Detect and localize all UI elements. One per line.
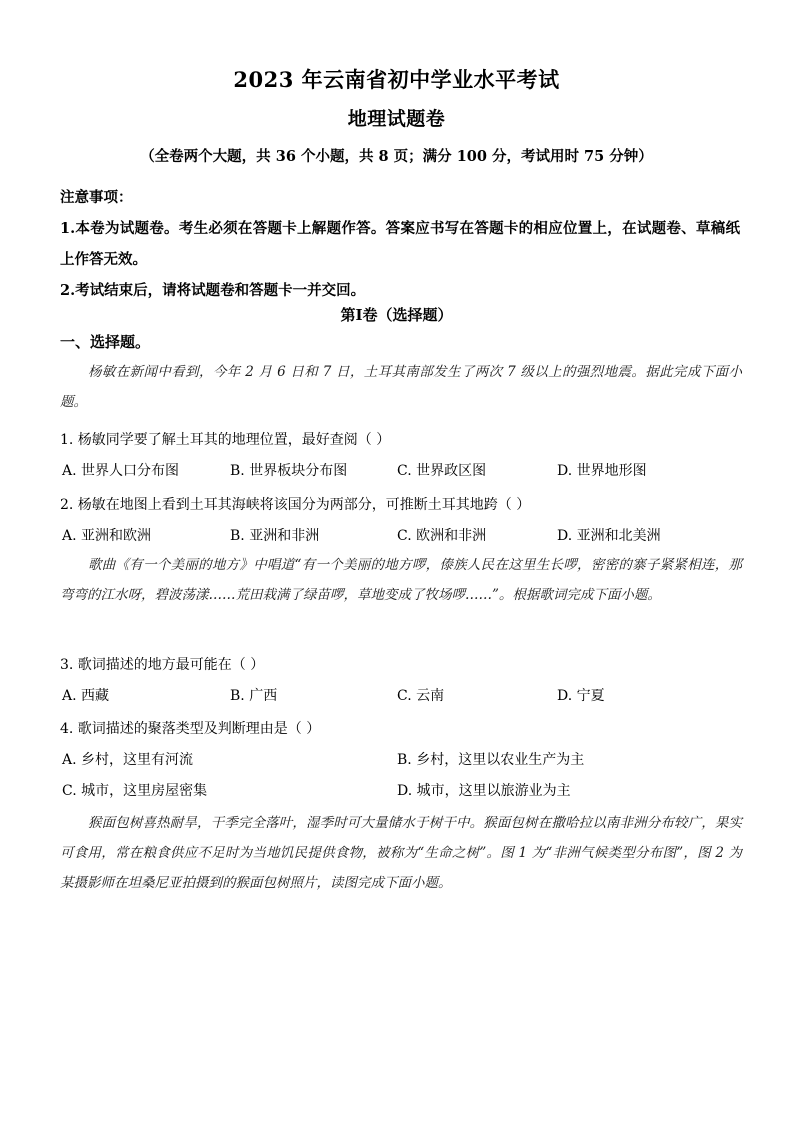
passage-earthquake: 杨敏在新闻中看到，今年 2 月 6 日和 7 日，土耳其南部发生了两次 7 级以上的强烈地震。据此完成下面小题。 xyxy=(60,364,742,410)
page-title: 2023 年云南省初中学业水平考试 xyxy=(233,67,560,92)
question-2-option-d[interactable]: D. 亚洲和北美洲 xyxy=(557,528,661,544)
question-3-option-a[interactable]: A. 西藏 xyxy=(62,688,110,704)
question-4-option-b[interactable]: B. 乡村，这里以农业生产为主 xyxy=(397,752,585,768)
page-subtitle: 地理试题卷 xyxy=(347,108,446,130)
question-3-option-b[interactable]: B. 广西 xyxy=(230,688,278,704)
question-1-option-c[interactable]: C. 世界政区图 xyxy=(397,463,487,479)
question-2-stem: 2. 杨敏在地图上看到土耳其海峡将该国分为两部分，可推断土耳其地跨（ ） xyxy=(60,497,531,513)
section-heading-choice: 一、选择题。 xyxy=(60,333,151,351)
notice-item-1: 1.本卷为试题卷。考生必须在答题卡上解题作答。答案应书写在答题卡的相应位置上，在试题卷、草稿纸上作答无效。 xyxy=(60,220,740,268)
question-1-option-a[interactable]: A. 世界人口分布图 xyxy=(62,463,180,479)
exam-summary-note: （全卷两个大题，共 36 个小题，共 8 页；满分 100 分，考试用时 75 分钟） xyxy=(140,148,653,165)
passage-song: 歌曲《有一个美丽的地方》中唱道“有一个美丽的地方啰，傣族人民在这里生长啰，密密的寨子紧紧相连，那弯弯的江水呀，碧波荡漾……荒田栽满了绿苗啰，草地变成了牧场啰……”。根据歌词完成下面小题。 xyxy=(60,557,742,603)
passage-baobab: 猴面包树喜热耐旱，干季完全落叶，湿季时可大量储水于树干中。猴面包树在撒哈拉以南非洲分布较广，果实可食用，常在粮食供应不足时为当地饥民提供食物，被称为“生命之树”。图 1 为“非洲气候类型分布图”，图 2 为某摄影师在坦桑尼亚拍摄到的猴面包树照片，读图完成下面小题。 xyxy=(60,815,742,891)
question-1-option-b[interactable]: B. 世界板块分布图 xyxy=(230,463,348,479)
question-2-option-c[interactable]: C. 欧洲和非洲 xyxy=(397,528,487,544)
question-3-option-c[interactable]: C. 云南 xyxy=(397,688,445,704)
question-4-option-c[interactable]: C. 城市，这里房屋密集 xyxy=(62,783,208,799)
question-4-option-d[interactable]: D. 城市，这里以旅游业为主 xyxy=(397,783,571,799)
question-1-option-d[interactable]: D. 世界地形图 xyxy=(557,463,647,479)
question-4-option-a[interactable]: A. 乡村，这里有河流 xyxy=(62,752,194,768)
question-3-stem: 3. 歌词描述的地方最可能在（ ） xyxy=(60,657,265,673)
question-3-option-d[interactable]: D. 宁夏 xyxy=(557,688,605,704)
question-1-stem: 1. 杨敏同学要了解土耳其的地理位置，最好查阅（ ） xyxy=(60,432,391,448)
question-2-option-a[interactable]: A. 亚洲和欧洲 xyxy=(62,528,152,544)
question-4-stem: 4. 歌词描述的聚落类型及判断理由是（ ） xyxy=(60,721,321,737)
notice-item-2: 2.考试结束后，请将试题卷和答题卡一并交回。 xyxy=(60,282,366,299)
question-2-option-b[interactable]: B. 亚洲和非洲 xyxy=(230,528,320,544)
paper-part-heading: 第Ⅰ卷（选择题） xyxy=(340,306,453,324)
notice-heading: 注意事项： xyxy=(60,189,133,206)
notice-block xyxy=(60,182,740,306)
